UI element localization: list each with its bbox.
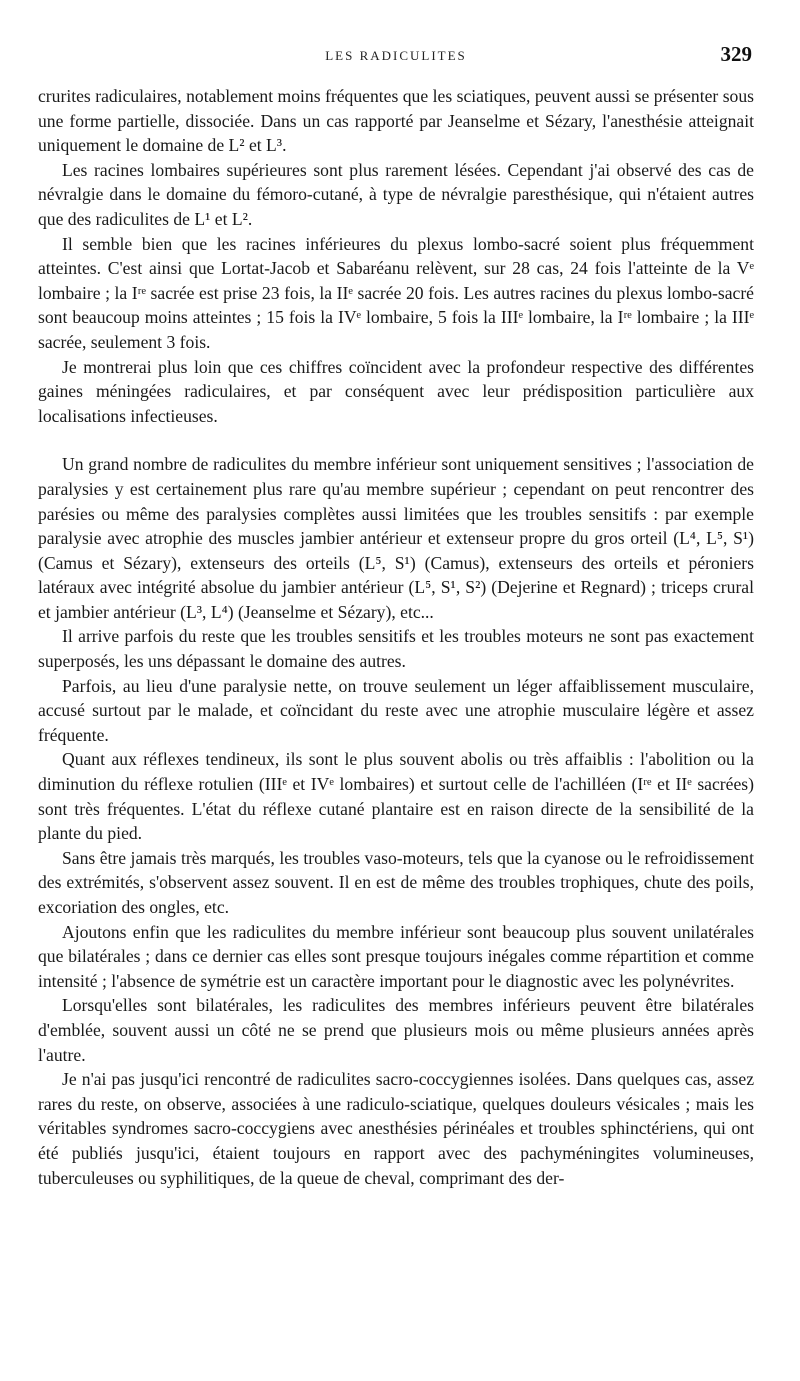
paragraph: Un grand nombre de radiculites du membre inférieur sont uniquement sensitives ; l'association de paralysies y est certainement plus rare qu'au membre supérieur ; cependant on peut rencontrer des parésies ou même des paralysies complètes aussi limitées que les troubles sensitifs : par exemple paralysie avec atrophie des muscles jambier antérieur et extenseur propre du gros orteil (L⁴, L⁵, S¹) (Camus et Sézary), extenseurs des orteils (L⁵, S¹) (Camus), extenseurs des orteils et péroniers latéraux avec intégrité absolue du jambier antérieur (L⁵, S¹, S²) (Dejerine et Regnard) ; triceps crural et jambier antérieur (L³, L⁴) (Jeanselme et Sézary), etc... [38, 454, 754, 622]
paragraph: Quant aux réflexes tendineux, ils sont le plus souvent abolis ou très affaiblis : l'abolition ou la diminution du réflexe rotulien (IIIᵉ et IVᵉ lombaires) et surtout celle de l'achilléen (Iʳᵉ et IIᵉ sacrées) sont très fréquentes. L'état du réflexe cutané plantaire est en raison directe de la sensibilité de la plante du pied. [38, 749, 754, 844]
body-text [38, 84, 754, 1190]
paragraph: Il arrive parfois du reste que les troubles sensitifs et les troubles moteurs ne sont pas exactement superposés, les uns dépassant le domaine des autres. [38, 626, 754, 672]
paragraph: Je montrerai plus loin que ces chiffres coïncident avec la profondeur respective des différentes gaines méningées radiculaires, et par conséquent avec leur prédisposition particulière aux localisations infectieuses. [38, 356, 754, 426]
section-gap [38, 428, 754, 452]
paragraph: Parfois, au lieu d'une paralysie nette, on trouve seulement un léger affaiblissement musculaire, accusé surtout par le malade, et coïncidant du reste avec une atrophie musculaire légère et assez fréquente. [38, 675, 754, 745]
running-head: LES RADICULITES [325, 48, 467, 63]
paragraph: crurites radiculaires, notablement moins fréquentes que les sciatiques, peuvent aussi se présenter sous une forme partielle, dissociée. Dans un cas rapporté par Jeanselme et Sézary, l'anesthésie atteignait uniquement le domaine de L² et L³. [38, 86, 754, 156]
page-header [38, 40, 754, 74]
paragraph: Je n'ai pas jusqu'ici rencontré de radiculites sacro-coccygiennes isolées. Dans quelques cas, assez rares du reste, on observe, associées à une radiculo-sciatique, quelques douleurs vésicales ; mais les véritables syndromes sacro-coccygiens avec anesthésies périnéales et troubles sphinctériens, qui ont été publiés jusqu'ici, étaient toujours en rapport avec des pachyméningites volumineuses, tuberculeuses ou syphilitiques, de la queue de cheval, comprimant des der- [38, 1069, 754, 1188]
book-page [38, 40, 754, 1190]
paragraph: Lorsqu'elles sont bilatérales, les radiculites des membres inférieurs peuvent être bilatérales d'emblée, souvent aussi un côté ne se prend que plusieurs mois ou même plusieurs années après l'autre. [38, 995, 754, 1065]
paragraph: Les racines lombaires supérieures sont plus rarement lésées. Cependant j'ai observé des cas de névralgie dans le domaine du fémoro-cutané, à type de névralgie paresthésique, qui n'étaient autres que des radiculites de L¹ et L². [38, 159, 754, 229]
paragraph: Ajoutons enfin que les radiculites du membre inférieur sont beaucoup plus souvent unilatérales que bilatérales ; dans ce dernier cas elles sont presque toujours inégales comme répartition et comme intensité ; l'absence de symétrie est un caractère important pour le diagnostic avec les polynévrites. [38, 921, 754, 991]
page-number: 329 [720, 42, 752, 66]
paragraph: Sans être jamais très marqués, les troubles vaso-moteurs, tels que la cyanose ou le refroidissement des extrémités, s'observent assez souvent. Il en est de même des troubles trophiques, chute des poils, excoriation des ongles, etc. [38, 847, 754, 917]
paragraph: Il semble bien que les racines inférieures du plexus lombo-sacré soient plus fréquemment atteintes. C'est ainsi que Lortat-Jacob et Sabaréanu relèvent, sur 28 cas, 24 fois l'atteinte de la Vᵉ lombaire ; la Iʳᵉ sacrée est prise 23 fois, la IIᵉ sacrée 20 fois. Les autres racines du plexus lombo-sacré sont beaucoup moins atteintes ; 15 fois la IVᵉ lombaire, 5 fois la IIIᵉ lombaire, la Iʳᵉ lombaire ; la IIIᵉ sacrée, seulement 3 fois. [38, 233, 754, 352]
